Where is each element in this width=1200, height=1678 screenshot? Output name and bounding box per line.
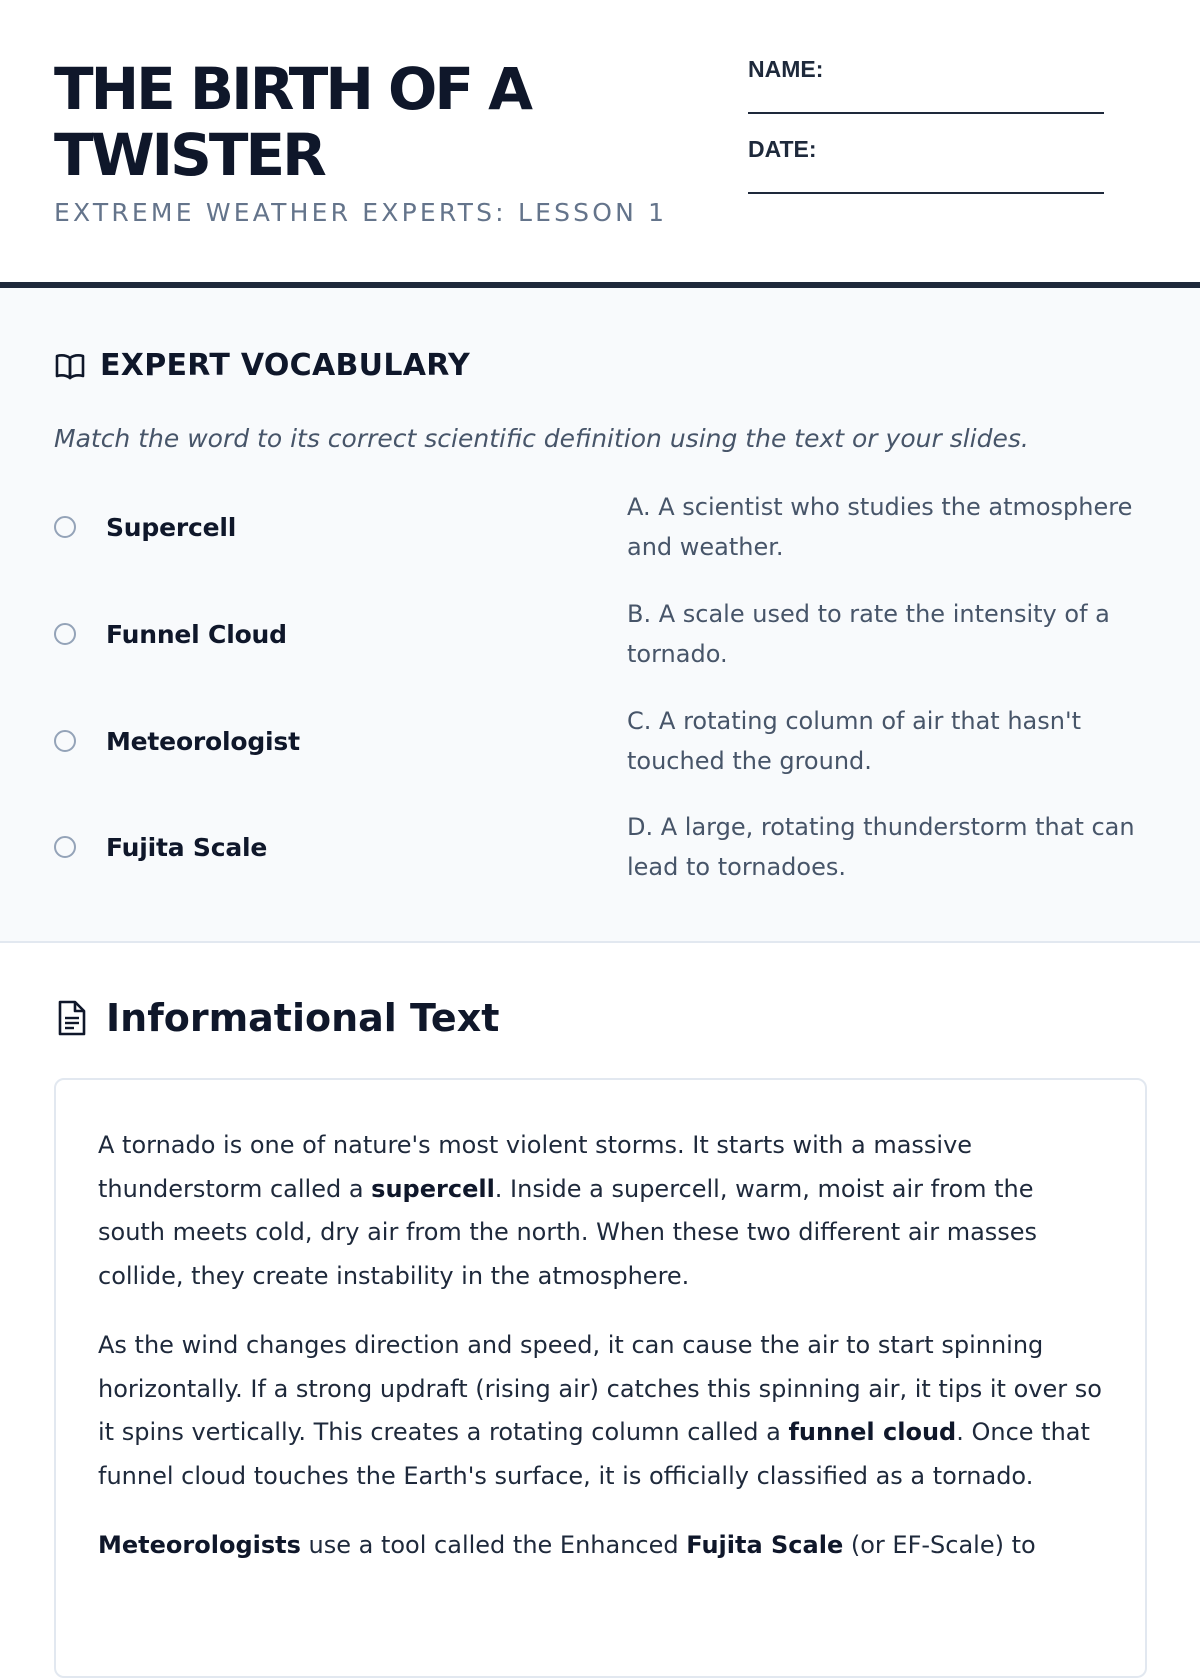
term-label: Funnel Cloud [106,619,287,649]
radio-button[interactable] [54,623,76,645]
term-meteorologist[interactable] [54,721,300,761]
definition-c: C. A rotating column of air that hasn't touched the ground. [627,707,1081,775]
radio-button[interactable] [54,516,76,538]
keyword-funnel-cloud: funnel cloud [788,1418,957,1446]
date-label: DATE: [748,136,817,162]
name-line[interactable] [748,112,1104,114]
informational-text-heading [54,996,499,1040]
definition-b: B. A scale used to rate the intensity of a tornado. [627,600,1110,668]
informational-text-card [54,1078,1147,1678]
term-label: Supercell [106,512,237,542]
keyword-meteorologists: Meteorologists [98,1531,301,1559]
term-label: Fujita Scale [106,832,268,862]
page-title: THE BIRTH OF A TWISTER [54,55,531,189]
definition-d: D. A large, rotating thunderstorm that can lead to tornadoes. [627,813,1135,881]
keyword-fujita-scale: Fujita Scale [686,1531,844,1559]
paragraph-1: A tornado is one of nature's most violent storms. It starts with a massive thunderstorm called a supercell. Inside a supercell, warm, moist air from the south meets cold, dry air from the north. When these two different air masses collide, they create instability in the atmosphere. [98,1131,1038,1290]
vocabulary-section [0,288,1200,943]
name-label: NAME: [748,56,824,82]
informational-text-title: Informational Text [106,996,500,1040]
document-icon [54,999,88,1037]
term-funnel-cloud[interactable] [54,614,287,654]
keyword-supercell: supercell [371,1174,495,1203]
term-fujita-scale[interactable] [54,827,267,867]
definition-a: A. A scientist who studies the atmosphere and weather. [627,493,1133,561]
vocabulary-heading-text: EXPERT VOCABULARY [100,348,471,383]
lesson-subtitle: EXTREME WEATHER EXPERTS: LESSON 1 [54,198,668,227]
vocabulary-instructions: Match the word to its correct scientific definition using the text or your slides. [54,424,1029,453]
paragraph-2: As the wind changes direction and speed, it can cause the air to start spinning horizontally. If a strong updraft (rising air) catches this spinning air, it tips it over so it spins vertically. This creates a rotating column called a funnel cloud. Once that funnel cloud touches the Earth's surface, it is officially classified as a tornado. [98,1331,1102,1490]
book-open-icon [54,351,86,381]
term-supercell[interactable] [54,507,236,547]
date-line[interactable] [748,192,1104,194]
term-label: Meteorologist [106,726,300,756]
radio-button[interactable] [54,836,76,858]
radio-button[interactable] [54,730,76,752]
worksheet-header [0,0,1200,288]
paragraph-3: Meteorologists use a tool called the Enhanced Fujita Scale (or EF-Scale) to [98,1531,1036,1559]
vocabulary-heading [54,348,470,383]
